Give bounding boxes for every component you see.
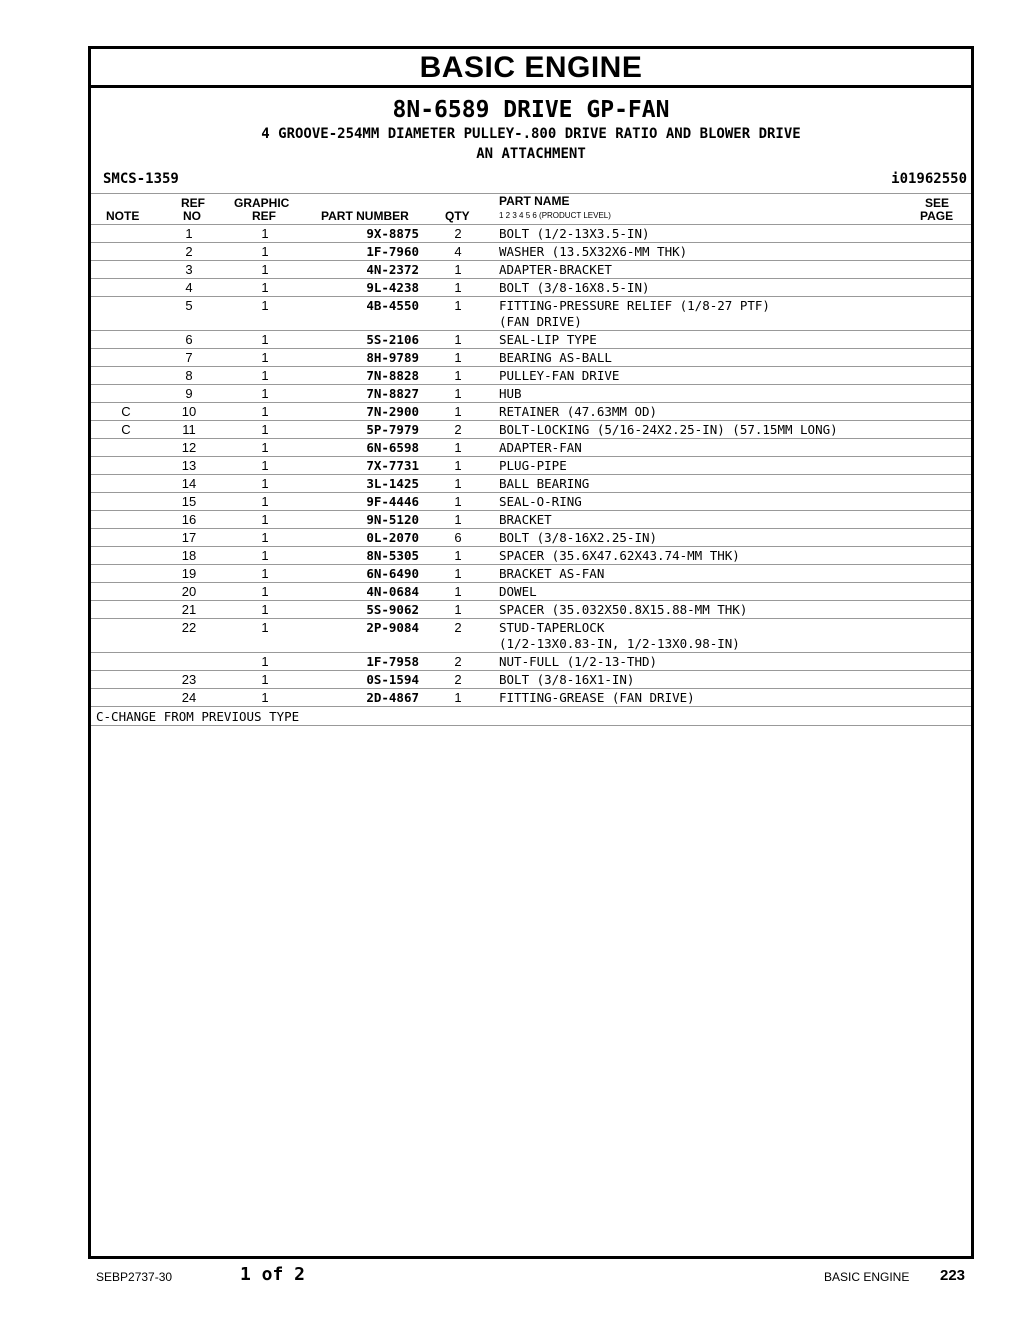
quantity: 1 bbox=[454, 368, 462, 383]
part-number: 0L-2070 bbox=[366, 530, 419, 545]
part-number: 7N-2900 bbox=[366, 404, 419, 419]
part-name: SPACER (35.032X50.8X15.88-MM THK) bbox=[499, 602, 748, 617]
table-row bbox=[91, 403, 971, 421]
quantity: 2 bbox=[454, 672, 462, 687]
graphic-ref: 1 bbox=[261, 422, 269, 437]
group-subtitle-2: AN ATTACHMENT bbox=[476, 146, 586, 162]
table-row bbox=[91, 529, 971, 547]
graphic-ref: 1 bbox=[261, 512, 269, 527]
part-number: 7N-8827 bbox=[366, 386, 419, 401]
table-row bbox=[91, 385, 971, 403]
graphic-ref: 1 bbox=[261, 386, 269, 401]
table-row bbox=[91, 475, 971, 493]
graphic-ref: 1 bbox=[261, 440, 269, 455]
table-row bbox=[91, 331, 971, 349]
part-name: STUD-TAPERLOCK (1/2-13X0.83-IN, 1/2-13X0.98-IN) bbox=[499, 620, 740, 651]
part-name: FITTING-GREASE (FAN DRIVE) bbox=[499, 690, 695, 705]
ref-number: 18 bbox=[181, 548, 197, 563]
ref-number: 3 bbox=[185, 262, 193, 277]
table-row bbox=[91, 297, 971, 331]
ref-number: 4 bbox=[185, 280, 193, 295]
part-number: 1F-7958 bbox=[366, 654, 419, 669]
part-name: BOLT-LOCKING (5/16-24X2.25-IN) (57.15MM LONG) bbox=[499, 422, 838, 437]
graphic-ref: 1 bbox=[261, 620, 269, 635]
header-part-number: PART NUMBER bbox=[321, 209, 409, 223]
table-row bbox=[91, 689, 971, 707]
part-number: 9X-8875 bbox=[366, 226, 419, 241]
section-title: BASIC ENGINE bbox=[419, 51, 643, 84]
graphic-ref: 1 bbox=[261, 280, 269, 295]
quantity: 2 bbox=[454, 620, 462, 635]
quantity: 1 bbox=[454, 476, 462, 491]
part-number: 4N-2372 bbox=[366, 262, 419, 277]
quantity: 1 bbox=[454, 584, 462, 599]
part-name: BEARING AS-BALL bbox=[499, 350, 612, 365]
part-name: PULLEY-FAN DRIVE bbox=[499, 368, 620, 383]
part-number: 5S-2106 bbox=[366, 332, 419, 347]
table-row bbox=[91, 547, 971, 565]
part-number: 7X-7731 bbox=[366, 458, 419, 473]
quantity: 2 bbox=[454, 422, 462, 437]
group-title: 8N-6589 DRIVE GP-FAN bbox=[392, 97, 670, 123]
table-row bbox=[91, 261, 971, 279]
table-row bbox=[91, 583, 971, 601]
part-number: 9N-5120 bbox=[366, 512, 419, 527]
part-number: 4N-0684 bbox=[366, 584, 419, 599]
graphic-ref: 1 bbox=[261, 584, 269, 599]
table-row bbox=[91, 279, 971, 297]
header-product-level: 1 2 3 4 5 6 (PRODUCT LEVEL) bbox=[499, 211, 611, 220]
graphic-ref: 1 bbox=[261, 566, 269, 581]
page-frame bbox=[88, 46, 974, 1259]
graphic-ref: 1 bbox=[261, 672, 269, 687]
footnote: C-CHANGE FROM PREVIOUS TYPE bbox=[91, 707, 971, 726]
ref-number: 10 bbox=[181, 404, 197, 419]
header-qty: QTY bbox=[445, 209, 470, 223]
ref-number: 15 bbox=[181, 494, 197, 509]
part-name: PLUG-PIPE bbox=[499, 458, 567, 473]
header-ref-bottom: NO bbox=[183, 209, 201, 223]
quantity: 2 bbox=[454, 654, 462, 669]
part-number: 3L-1425 bbox=[366, 476, 419, 491]
note-cell: C bbox=[121, 404, 131, 419]
quantity: 4 bbox=[454, 244, 462, 259]
quantity: 1 bbox=[454, 440, 462, 455]
graphic-ref: 1 bbox=[261, 494, 269, 509]
graphic-ref: 1 bbox=[261, 458, 269, 473]
ref-number: 24 bbox=[181, 690, 197, 705]
table-row bbox=[91, 565, 971, 583]
table-row bbox=[91, 367, 971, 385]
ref-number: 21 bbox=[181, 602, 197, 617]
graphic-ref: 1 bbox=[261, 244, 269, 259]
ref-number: 13 bbox=[181, 458, 197, 473]
header-ref-top: REF bbox=[181, 196, 205, 210]
part-number: 1F-7960 bbox=[366, 244, 419, 259]
graphic-ref: 1 bbox=[261, 298, 269, 313]
footer-page-number: 223 bbox=[940, 1267, 966, 1284]
header-note: NOTE bbox=[106, 209, 140, 223]
graphic-ref: 1 bbox=[261, 548, 269, 563]
part-number: 5P-7979 bbox=[366, 422, 419, 437]
part-name: FITTING-PRESSURE RELIEF (1/8-27 PTF) (FAN DRIVE) bbox=[499, 298, 770, 329]
part-name: SEAL-LIP TYPE bbox=[499, 332, 597, 347]
quantity: 1 bbox=[454, 458, 462, 473]
footer-section: BASIC ENGINE bbox=[824, 1270, 910, 1284]
part-name: BOLT (3/8-16X8.5-IN) bbox=[499, 280, 650, 295]
part-number: 7N-8828 bbox=[366, 368, 419, 383]
part-number: 5S-9062 bbox=[366, 602, 419, 617]
graphic-ref: 1 bbox=[261, 226, 269, 241]
quantity: 6 bbox=[454, 530, 462, 545]
quantity: 1 bbox=[454, 298, 462, 313]
table-row bbox=[91, 653, 971, 671]
table-row bbox=[91, 457, 971, 475]
group-subtitle-1: 4 GROOVE-254MM DIAMETER PULLEY-.800 DRIVE RATIO AND BLOWER DRIVE bbox=[261, 126, 801, 142]
part-name: RETAINER (47.63MM OD) bbox=[499, 404, 658, 419]
part-number: 8N-5305 bbox=[366, 548, 419, 563]
quantity: 1 bbox=[454, 386, 462, 401]
ref-number: 17 bbox=[181, 530, 197, 545]
footer-doc-id: SEBP2737-30 bbox=[96, 1270, 173, 1284]
meta-row bbox=[91, 171, 971, 193]
quantity: 1 bbox=[454, 262, 462, 277]
table-row bbox=[91, 671, 971, 689]
part-name: ADAPTER-BRACKET bbox=[499, 262, 612, 277]
table-body bbox=[91, 225, 971, 707]
header-graphic-top: GRAPHIC bbox=[234, 196, 290, 210]
table-row bbox=[91, 619, 971, 653]
quantity: 1 bbox=[454, 548, 462, 563]
footer-page-of: 1 of 2 bbox=[240, 1264, 306, 1285]
ref-number: 20 bbox=[181, 584, 197, 599]
quantity: 1 bbox=[454, 494, 462, 509]
quantity: 1 bbox=[454, 566, 462, 581]
ref-number: 2 bbox=[185, 244, 193, 259]
graphic-ref: 1 bbox=[261, 350, 269, 365]
ref-number: 9 bbox=[185, 386, 193, 401]
table-row bbox=[91, 511, 971, 529]
header-part-name: PART NAME bbox=[499, 194, 570, 208]
graphic-ref: 1 bbox=[261, 690, 269, 705]
quantity: 1 bbox=[454, 350, 462, 365]
smcs-code: SMCS-1359 bbox=[103, 171, 179, 187]
table-row bbox=[91, 601, 971, 619]
graphic-ref: 1 bbox=[261, 368, 269, 383]
note-cell: C bbox=[121, 422, 131, 437]
part-name: BRACKET AS-FAN bbox=[499, 566, 605, 581]
graphic-ref: 1 bbox=[261, 262, 269, 277]
header-see-bottom: PAGE bbox=[920, 209, 954, 223]
part-number: 6N-6598 bbox=[366, 440, 419, 455]
table-row bbox=[91, 243, 971, 261]
part-number: 8H-9789 bbox=[366, 350, 419, 365]
graphic-ref: 1 bbox=[261, 602, 269, 617]
graphic-ref: 1 bbox=[261, 654, 269, 669]
part-name: SEAL-O-RING bbox=[499, 494, 582, 509]
ref-number: 5 bbox=[185, 298, 193, 313]
header-graphic-bottom: REF bbox=[252, 209, 276, 223]
part-number: 2D-4867 bbox=[366, 690, 419, 705]
part-number: 0S-1594 bbox=[366, 672, 419, 687]
part-name: ADAPTER-FAN bbox=[499, 440, 582, 455]
ref-number: 14 bbox=[181, 476, 197, 491]
section-title-bar bbox=[91, 49, 971, 88]
ref-number: 7 bbox=[185, 350, 193, 365]
quantity: 1 bbox=[454, 690, 462, 705]
table-row bbox=[91, 349, 971, 367]
table-header bbox=[91, 194, 971, 225]
header-see-top: SEE bbox=[925, 196, 950, 210]
part-name: SPACER (35.6X47.62X43.74-MM THK) bbox=[499, 548, 740, 563]
part-number: 6N-6490 bbox=[366, 566, 419, 581]
part-number: 2P-9084 bbox=[366, 620, 419, 635]
graphic-ref: 1 bbox=[261, 530, 269, 545]
parts-table bbox=[91, 193, 971, 726]
table-row bbox=[91, 225, 971, 243]
part-name: NUT-FULL (1/2-13-THD) bbox=[499, 654, 658, 669]
quantity: 2 bbox=[454, 226, 462, 241]
quantity: 1 bbox=[454, 602, 462, 617]
part-name: BOLT (3/8-16X1-IN) bbox=[499, 672, 635, 687]
table-row bbox=[91, 421, 971, 439]
ref-number: 11 bbox=[182, 422, 196, 437]
part-name: DOWEL bbox=[499, 584, 537, 599]
part-name: BOLT (3/8-16X2.25-IN) bbox=[499, 530, 658, 545]
ref-number: 23 bbox=[181, 672, 197, 687]
illustration-id: i01962550 bbox=[891, 171, 967, 187]
part-name: BALL BEARING bbox=[499, 476, 590, 491]
ref-number: 6 bbox=[185, 332, 193, 347]
table-row bbox=[91, 439, 971, 457]
ref-number: 8 bbox=[185, 368, 193, 383]
ref-number: 1 bbox=[185, 226, 193, 241]
graphic-ref: 1 bbox=[261, 476, 269, 491]
part-number: 4B-4550 bbox=[366, 298, 419, 313]
quantity: 1 bbox=[454, 512, 462, 527]
ref-number: 12 bbox=[181, 440, 197, 455]
ref-number: 16 bbox=[181, 512, 197, 527]
ref-number: 19 bbox=[181, 566, 197, 581]
part-number: 9F-4446 bbox=[366, 494, 419, 509]
part-name: HUB bbox=[499, 386, 522, 401]
quantity: 1 bbox=[454, 404, 462, 419]
graphic-ref: 1 bbox=[261, 332, 269, 347]
part-name: BOLT (1/2-13X3.5-IN) bbox=[499, 226, 650, 241]
quantity: 1 bbox=[454, 280, 462, 295]
graphic-ref: 1 bbox=[261, 404, 269, 419]
part-name: BRACKET bbox=[499, 512, 552, 527]
part-name: WASHER (13.5X32X6-MM THK) bbox=[499, 244, 688, 259]
table-row bbox=[91, 493, 971, 511]
part-number: 9L-4238 bbox=[366, 280, 419, 295]
ref-number: 22 bbox=[181, 620, 197, 635]
quantity: 1 bbox=[454, 332, 462, 347]
